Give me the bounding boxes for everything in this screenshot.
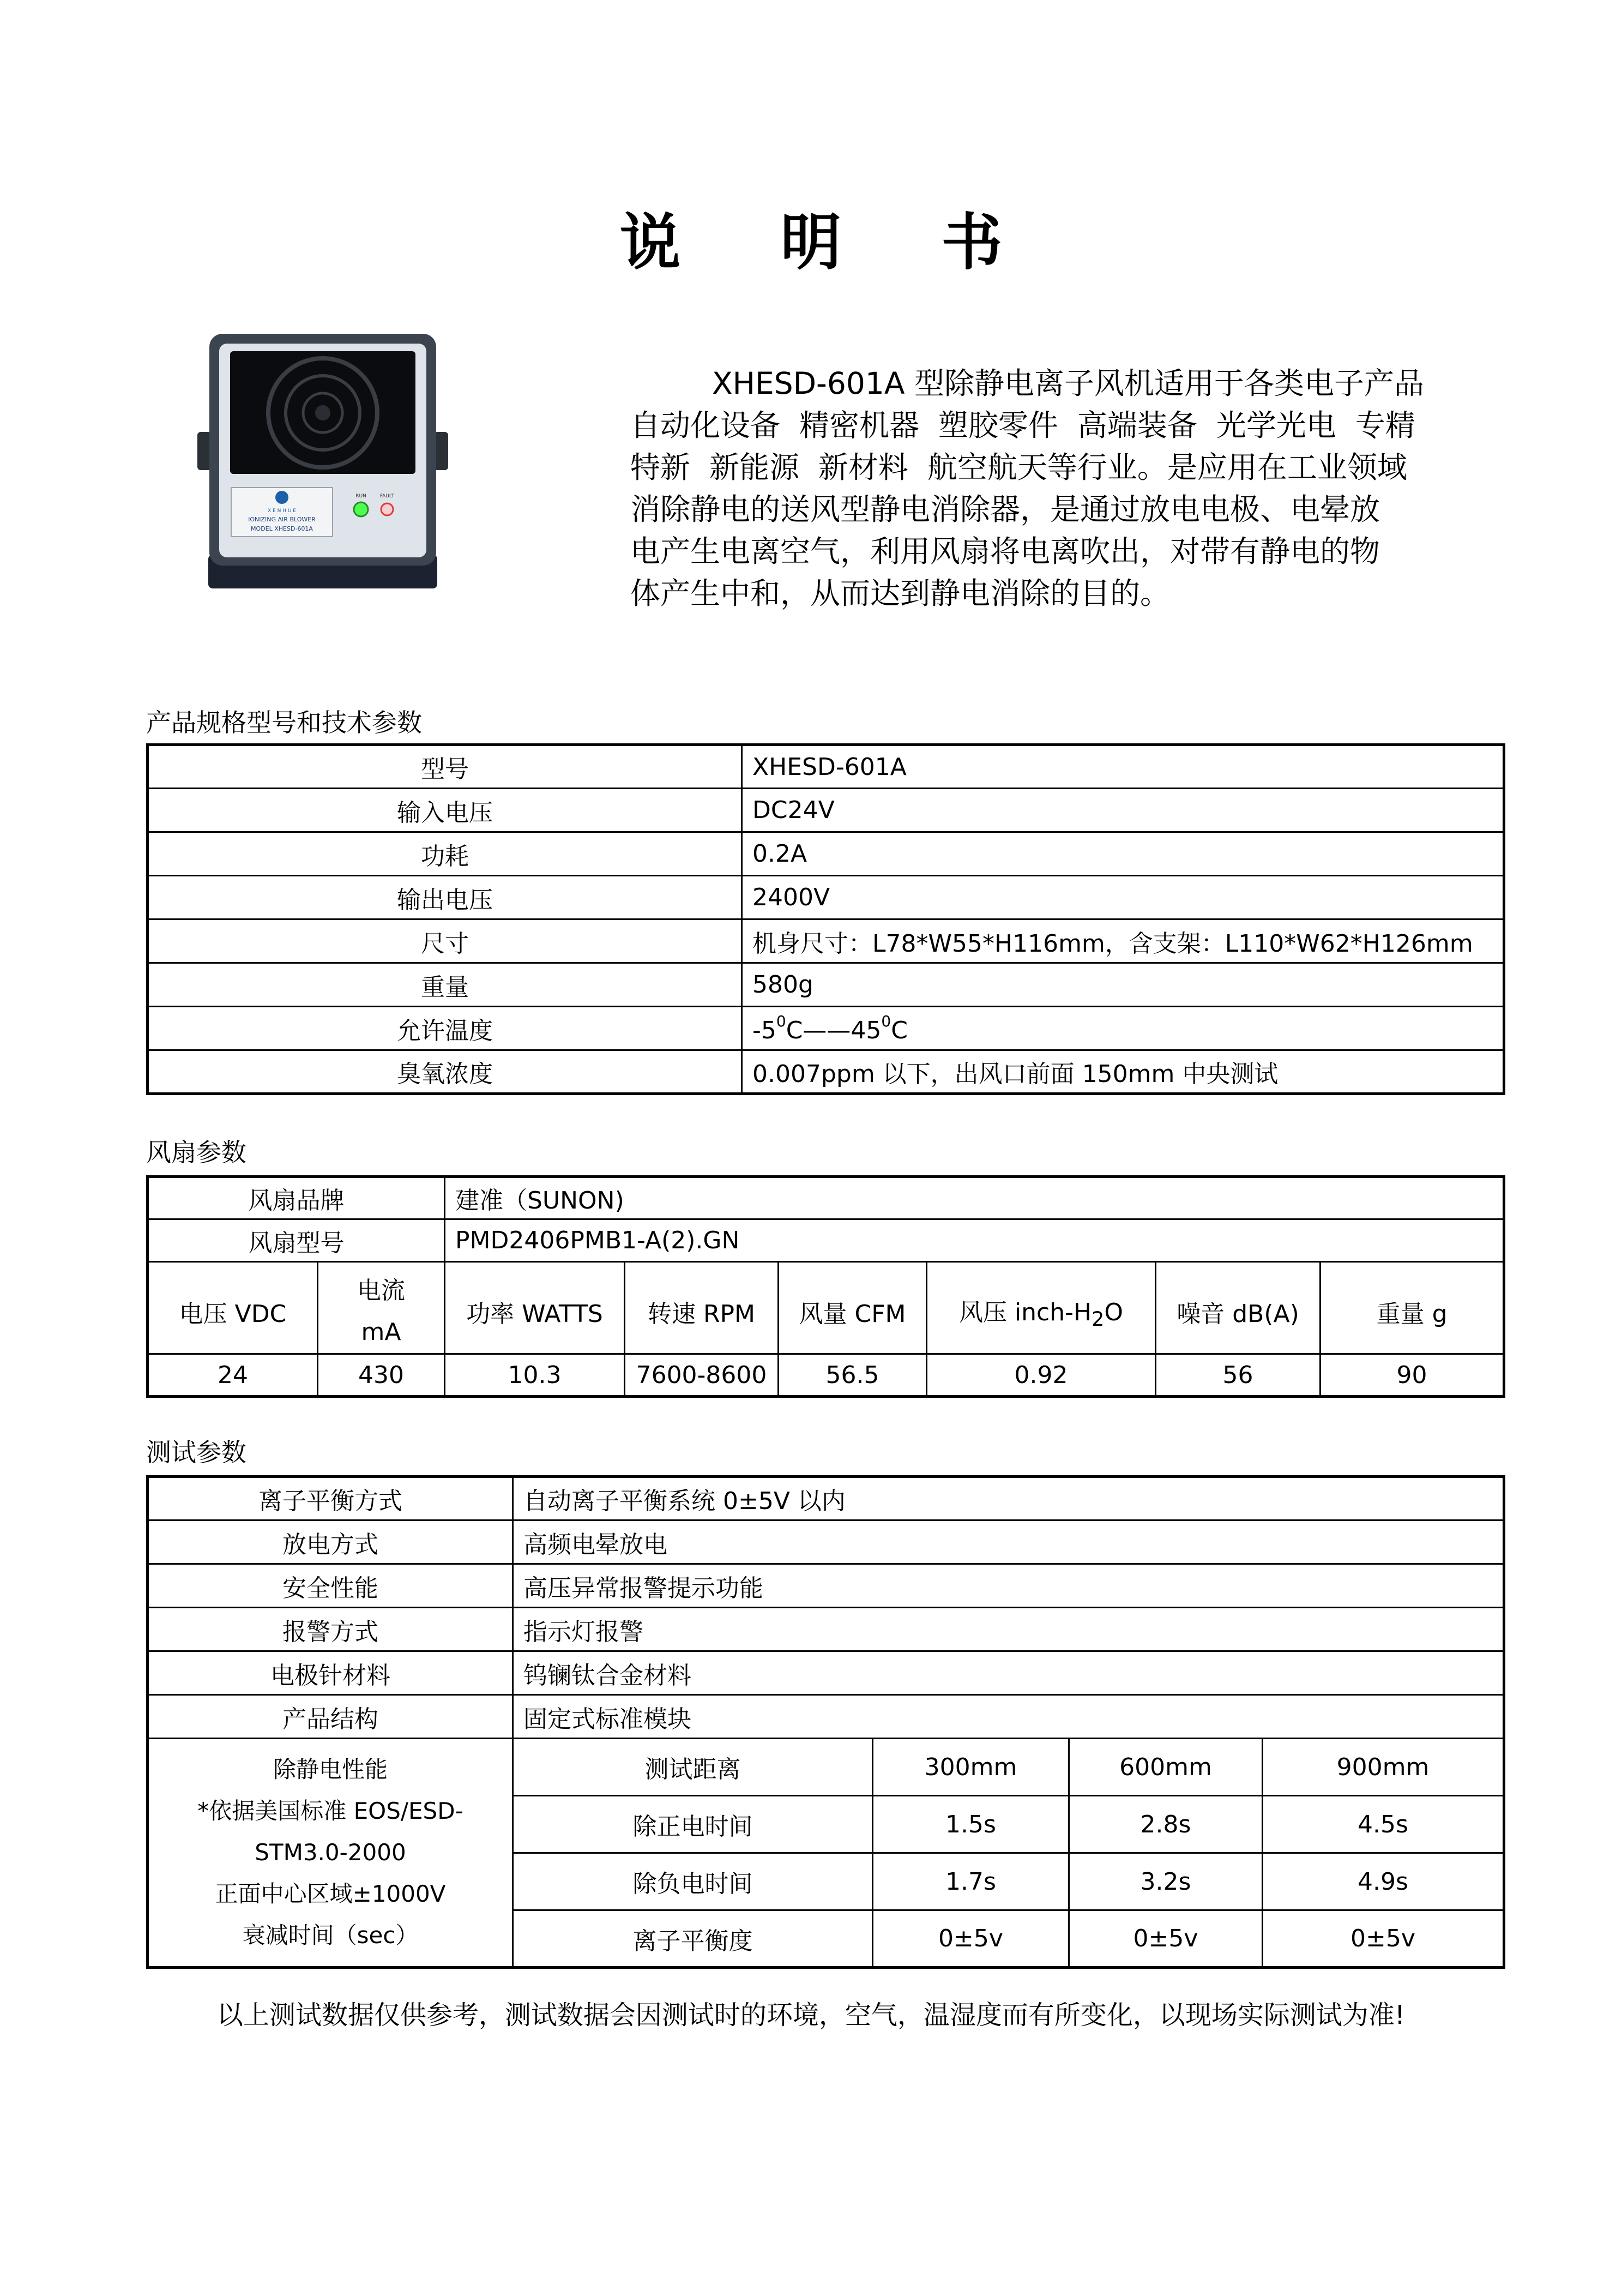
fan-model-label: 风扇型号 <box>148 1219 445 1262</box>
spec-label: 功耗 <box>148 832 742 876</box>
fan-table <box>146 1175 1505 1398</box>
perf-cell: 1.5s <box>873 1796 1069 1853</box>
intro-paragraph <box>630 363 1481 615</box>
table-row <box>148 919 1504 963</box>
table-row <box>148 876 1504 919</box>
photo-led-fault-label: FAULT <box>379 494 395 499</box>
perf-cell: 4.5s <box>1263 1796 1504 1853</box>
fan-value: 24 <box>148 1354 318 1397</box>
test-value: 自动离子平衡系统 0±5V 以内 <box>513 1477 1504 1520</box>
fan-header-weight: 重量 g <box>1320 1262 1504 1354</box>
spec-label: 重量 <box>148 963 742 1007</box>
temp-mid: C——45 <box>786 1017 882 1044</box>
perf-cell: 除负电时间 <box>513 1853 873 1910</box>
spec-value: 2400V <box>742 876 1504 919</box>
spec-value: DC24V <box>742 789 1504 832</box>
table-row <box>148 1739 1504 1796</box>
fault-led-icon <box>381 503 393 515</box>
fan-header-speed: 转速 RPM <box>625 1262 779 1354</box>
fan-hub <box>315 405 330 420</box>
test-value: 高压异常报警提示功能 <box>513 1564 1504 1608</box>
document-title: 说 明 书 <box>619 207 1042 278</box>
test-value: 高频电晕放电 <box>513 1520 1504 1564</box>
pressure-label: 风压 inch-H <box>958 1299 1092 1327</box>
fan-value: 90 <box>1320 1354 1504 1397</box>
temp-low-number: -5 <box>752 1017 776 1044</box>
table-row <box>148 1695 1504 1739</box>
test-value: 指示灯报警 <box>513 1608 1504 1651</box>
test-heading: 测试参数 <box>146 1438 246 1467</box>
fan-model-value: PMD2406PMB1-A(2).GN <box>445 1219 1504 1262</box>
perf-cell: 3.2s <box>1069 1853 1263 1910</box>
table-row <box>148 1477 1504 1520</box>
perf-label-line: 除静电性能 <box>273 1756 388 1783</box>
table-row <box>148 1564 1504 1608</box>
perf-cell: 2.8s <box>1069 1796 1263 1853</box>
fan-header-current-line1: 电流 <box>357 1277 405 1305</box>
spec-table <box>146 743 1505 1095</box>
fan-header-noise: 噪音 dB(A) <box>1156 1262 1320 1354</box>
temperature-range <box>742 1007 1504 1050</box>
photo-product-name: IONIZING AIR BLOWER <box>248 516 316 523</box>
fan-heading: 风扇参数 <box>146 1138 246 1167</box>
intro-line: XHESD-601A 型除静电离子风机适用于各类电子产品 <box>712 366 1424 401</box>
perf-label-line: *依据美国标准 EOS/ESD- <box>197 1798 463 1824</box>
intro-line: 自动化设备 精密机器 塑胶零件 高端装备 光学光电 专精 <box>630 408 1415 443</box>
table-row <box>148 1608 1504 1651</box>
perf-header-cell: 600mm <box>1069 1739 1263 1796</box>
test-label: 报警方式 <box>148 1608 513 1651</box>
ion-blower-illustration <box>197 334 448 590</box>
test-value: 钨镧钛合金材料 <box>513 1651 1504 1695</box>
degree-mark: 0 <box>881 1012 891 1030</box>
test-label: 离子平衡方式 <box>148 1477 513 1520</box>
table-row <box>148 1520 1504 1564</box>
table-row <box>148 1177 1504 1219</box>
perf-label-line: 正面中心区域±1000V <box>215 1880 446 1907</box>
perf-cell: 0±5v <box>873 1910 1069 1968</box>
spec-label: 尺寸 <box>148 919 742 963</box>
fan-value: 56.5 <box>779 1354 927 1397</box>
subscript-two: 2 <box>1092 1307 1105 1331</box>
table-row <box>148 1050 1504 1094</box>
table-row <box>148 1007 1504 1050</box>
spec-label: 输出电压 <box>148 876 742 919</box>
fan-header-current-line2: mA <box>361 1318 401 1346</box>
test-label: 安全性能 <box>148 1564 513 1608</box>
temp-unit: C <box>891 1017 908 1044</box>
fan-value: 56 <box>1156 1354 1320 1397</box>
fan-header-current <box>318 1262 445 1354</box>
intro-line: 体产生中和，从而达到静电消除的目的。 <box>630 576 1171 611</box>
fan-header-airflow: 风量 CFM <box>779 1262 927 1354</box>
fan-value: 10.3 <box>445 1354 625 1397</box>
intro-line: 消除静电的送风型静电消除器，是通过放电电极、电晕放 <box>630 492 1380 527</box>
perf-cell: 0±5v <box>1263 1910 1504 1968</box>
test-label: 放电方式 <box>148 1520 513 1564</box>
degree-mark: 0 <box>776 1012 786 1030</box>
footnote: 以上测试数据仅供参考，测试数据会因测试时的环境，空气，温湿度而有所变化，以现场实际测试为准! <box>216 2000 1406 2030</box>
perf-label <box>148 1739 513 1968</box>
spec-value: XHESD-601A <box>742 745 1504 789</box>
fan-header-voltage: 电压 VDC <box>148 1262 318 1354</box>
fan-brand-label: 风扇品牌 <box>148 1177 445 1219</box>
table-row <box>148 745 1504 789</box>
perf-cell: 4.9s <box>1263 1853 1504 1910</box>
spec-heading: 产品规格型号和技术参数 <box>146 708 422 737</box>
table-row <box>148 963 1504 1007</box>
photo-model-label: MODEL XHESD-601A <box>251 525 313 532</box>
spec-value: 0.2A <box>742 832 1504 876</box>
brand-logo-icon <box>275 491 288 504</box>
perf-cell: 0±5v <box>1069 1910 1263 1968</box>
photo-brand-text: X E N H U E <box>268 508 296 514</box>
fan-header-power: 功率 WATTS <box>445 1262 625 1354</box>
run-led-icon <box>354 502 368 516</box>
perf-cell: 1.7s <box>873 1853 1069 1910</box>
test-label: 电极针材料 <box>148 1651 513 1695</box>
spec-label: 臭氧浓度 <box>148 1050 742 1094</box>
test-table <box>146 1475 1505 1969</box>
test-value: 固定式标准模块 <box>513 1695 1504 1739</box>
spec-label: 型号 <box>148 745 742 789</box>
spec-label: 输入电压 <box>148 789 742 832</box>
fan-value: 0.92 <box>927 1354 1156 1397</box>
perf-label-line: STM3.0-2000 <box>255 1839 406 1866</box>
table-row <box>148 1219 1504 1262</box>
table-row <box>148 1262 1504 1354</box>
table-row <box>148 832 1504 876</box>
table-row <box>148 1651 1504 1695</box>
spec-value: 0.007ppm 以下，出风口前面 150mm 中央测试 <box>742 1050 1504 1094</box>
intro-line: 特新 新能源 新材料 航空航天等行业。是应用在工业领域 <box>630 450 1407 485</box>
perf-cell: 离子平衡度 <box>513 1910 873 1968</box>
spec-value: 机身尺寸：L78*W55*H116mm，含支架：L110*W62*H126mm <box>742 919 1504 963</box>
perf-header-cell: 测试距离 <box>513 1739 873 1796</box>
pressure-label-end: O <box>1104 1299 1124 1327</box>
perf-label-line: 衰减时间（sec） <box>242 1922 419 1949</box>
spec-value: 580g <box>742 963 1504 1007</box>
table-row <box>148 789 1504 832</box>
fan-value: 7600-8600 <box>625 1354 779 1397</box>
photo-led-run-label: RUN <box>355 494 366 499</box>
spec-label: 允许温度 <box>148 1007 742 1050</box>
fan-value: 430 <box>318 1354 445 1397</box>
fan-brand-value: 建准（SUNON) <box>445 1177 1504 1219</box>
fan-header-pressure <box>927 1262 1156 1354</box>
perf-cell: 除正电时间 <box>513 1796 873 1853</box>
test-label: 产品结构 <box>148 1695 513 1739</box>
table-row <box>148 1354 1504 1397</box>
perf-header-cell: 300mm <box>873 1739 1069 1796</box>
product-photo <box>197 334 448 590</box>
intro-line: 电产生电离空气，利用风扇将电离吹出，对带有静电的物 <box>630 534 1380 569</box>
perf-header-cell: 900mm <box>1263 1739 1504 1796</box>
